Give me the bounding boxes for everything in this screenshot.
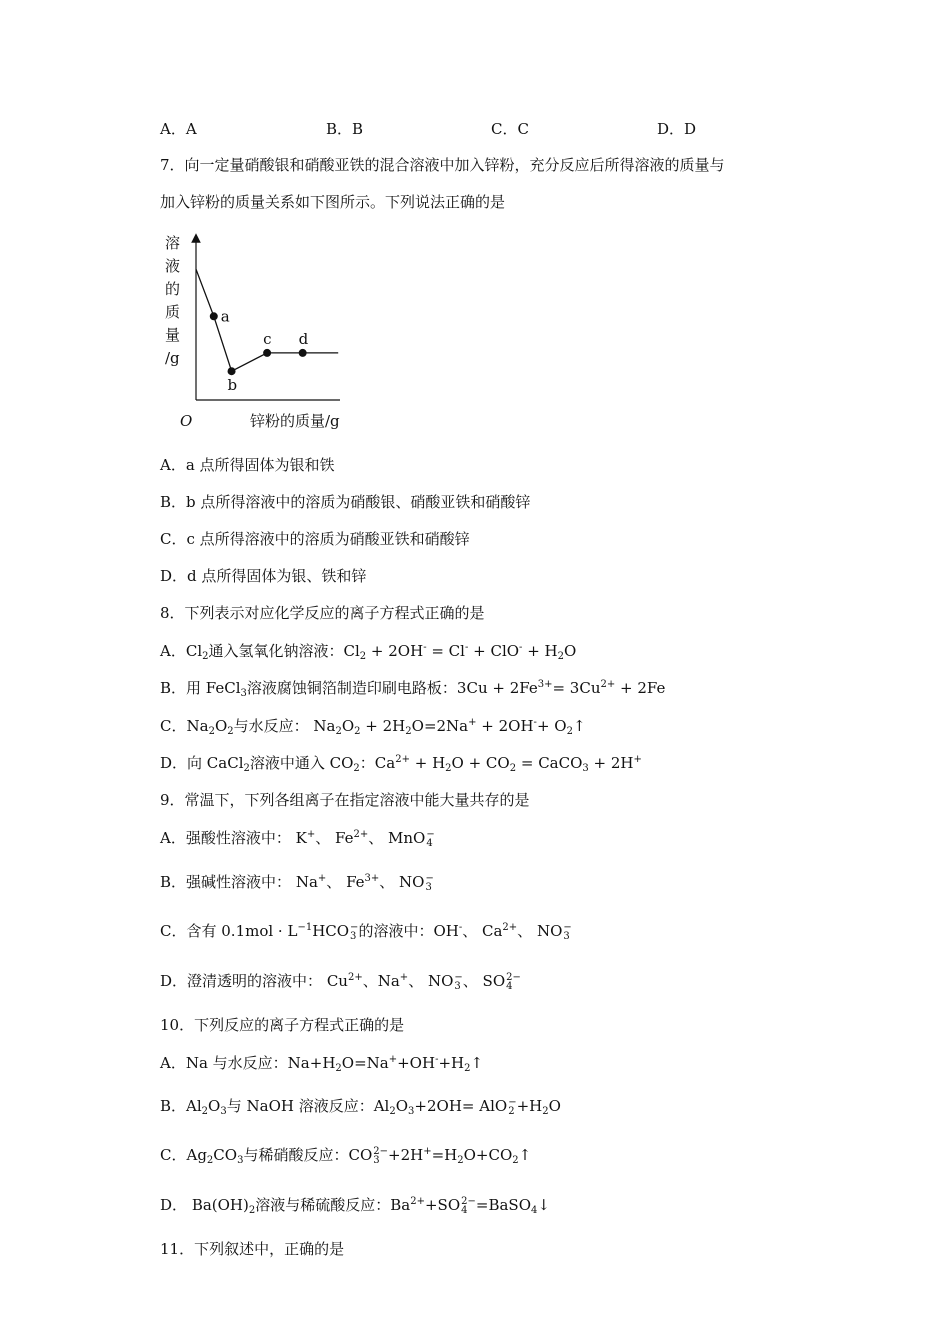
q9-option-d[interactable]: D．澄清透明的溶液中： $Cu^{2+}$、Na+、 NO − 3 、 SO 2− 4 xyxy=(160,972,521,992)
q6-option-b[interactable]: B．B xyxy=(326,120,364,138)
q10-option-b[interactable]: B．$Al_2O_3$与 NaOH 溶液反应：$Al_2O_3+2OH=$ AlO − 2 $+H_2O$ xyxy=(160,1097,561,1117)
q9-option-b[interactable]: B．强碱性溶液中： Na+、 $Fe^{3+}$、 NO − 3 xyxy=(160,873,434,893)
q8-stem: 8．下列表示对应化学反应的离子方程式正确的是 xyxy=(160,604,485,622)
origin-label: O xyxy=(180,412,193,430)
y-axis-label-char: /g xyxy=(165,349,180,367)
data-point-b xyxy=(228,367,236,375)
q8-option-b[interactable]: B．用 FeCl$_3$溶液腐蚀铜箔制造印刷电路板：$3Cu + 2Fe^{3+}= 3Cu^{2+} + 2Fe$ xyxy=(160,679,666,699)
data-label-c: c xyxy=(263,329,272,348)
x-axis-label: 锌粉的质量/g xyxy=(250,412,340,430)
y-axis-label xyxy=(165,234,180,367)
data-point-a xyxy=(210,312,218,320)
q7-option-d[interactable]: D．d 点所得固体为银、铁和锌 xyxy=(160,567,367,585)
y-axis-label-char: 液 xyxy=(165,257,181,275)
y-axis-label-char: 的 xyxy=(165,280,181,298)
q7-stem-line2: 加入锌粉的质量关系如下图所示。下列说法正确的是 xyxy=(160,193,506,211)
q9-stem: 9．常温下，下列各组离子在指定溶液中能大量共存的是 xyxy=(160,791,530,809)
q8-option-a[interactable]: A．$Cl_2$通入氢氧化钠溶液：$Cl_2 + 2OH^- = Cl^- + ClO^- + H_2O$ xyxy=(160,642,577,662)
q8-option-d[interactable]: D．向 CaCl$_2$溶液中通入 $CO_2$：$Ca^{2+} + H_2O + CO_2$ = CaCO$_3$ + 2H+ xyxy=(160,754,642,774)
q9-option-c[interactable]: C．含有 $0.1mol \cdot L^{-1}HCO$ − 3 的溶液中：OH-、 $Ca^{2+}$、 NO − 3 xyxy=(160,922,572,942)
data-point-c xyxy=(263,349,271,357)
q10-option-c[interactable]: C．$Ag_2CO_3$与稀硝酸反应：CO 2− 3 $+2H^+=H_2O+CO_2↑$ xyxy=(160,1146,532,1166)
data-point-d xyxy=(299,349,307,357)
q7-option-a[interactable]: A．a 点所得固体为银和铁 xyxy=(160,456,335,474)
data-label-d: d xyxy=(298,329,309,348)
y-axis-label-char: 量 xyxy=(165,326,181,344)
q9-option-a[interactable]: A．强酸性溶液中： K+、 $Fe^{2+}$、 MnO − 4 xyxy=(160,829,435,849)
q10-option-d[interactable]: D． $Ba(OH)_2$溶液与稀硫酸反应：$Ba^{2+}+SO$ 2− 4 =BaSO$_4$↓ xyxy=(160,1196,550,1216)
q10-option-a[interactable]: A．Na 与水反应：$Na+H_2O=Na^++OH^-+H_2↑$ xyxy=(160,1054,484,1074)
data-label-a: a xyxy=(220,307,230,326)
q8-option-c[interactable]: C．$Na_2O_2$与水反应： $Na_2O_2 + 2H_2O=2Na^+ + 2OH^-+$ $O_2↑$ xyxy=(160,717,586,737)
q11-stem: 11．下列叙述中，正确的是 xyxy=(160,1240,345,1258)
q6-option-a[interactable]: A．A xyxy=(160,120,197,138)
q10-stem: 10．下列反应的离子方程式正确的是 xyxy=(160,1016,405,1034)
q6-option-c[interactable]: C．C xyxy=(491,120,529,138)
y-axis-label-char: 溶 xyxy=(165,234,181,252)
q6-option-d[interactable]: D．D xyxy=(657,120,697,138)
q7-option-b[interactable]: B．b 点所得溶液中的溶质为硝酸银、硝酸亚铁和硝酸锌 xyxy=(160,493,531,511)
y-axis-label-char: 质 xyxy=(165,303,181,321)
q7-option-c[interactable]: C．c 点所得溶液中的溶质为硝酸亚铁和硝酸锌 xyxy=(160,530,470,548)
data-label-b: b xyxy=(227,376,238,395)
q7-chart xyxy=(150,226,380,436)
q7-stem-line1: 7．向一定量硝酸银和硝酸亚铁的混合溶液中加入锌粉，充分反应后所得溶液的质量与 xyxy=(160,156,725,174)
